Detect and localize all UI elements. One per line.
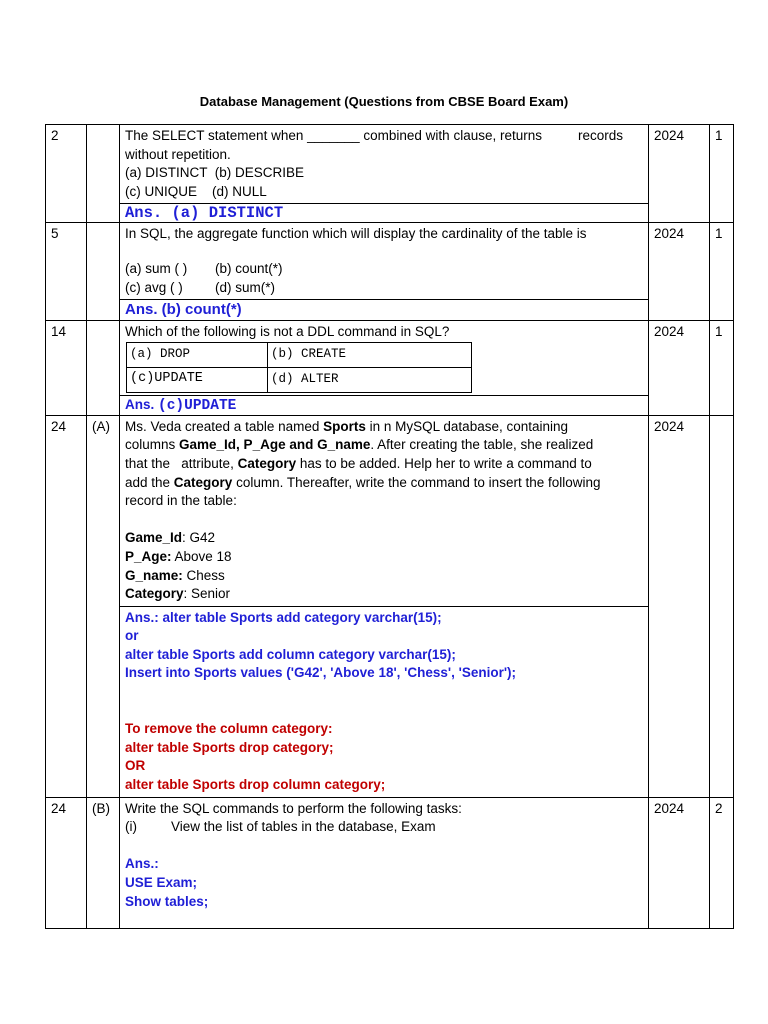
question-line: The SELECT statement when _______ combined with clause, returns <box>125 128 542 143</box>
question-line: record in the table: <box>125 493 237 509</box>
marks-cell: 2 <box>710 797 734 928</box>
record-field: Category: Senior <box>125 586 231 602</box>
answer-line: Ans.: <box>125 856 159 872</box>
question-text <box>120 321 649 396</box>
question-number: 2 <box>46 125 87 223</box>
answer-block <box>120 606 649 797</box>
year-cell: 2024 <box>649 415 710 797</box>
question-line: Write the SQL commands to perform the following tasks: <box>125 800 462 816</box>
question-subpart <box>87 223 120 321</box>
record-field: G_name: Chess <box>125 567 225 583</box>
marks-cell: 1 <box>710 125 734 223</box>
question-subpart: (B) <box>87 797 120 928</box>
item-text: View the list of tables in the database, Exam <box>171 819 436 835</box>
table-row <box>46 395 734 415</box>
question-text <box>120 125 649 204</box>
question-number: 24 <box>46 415 87 797</box>
record-field: Game_Id: G42 <box>125 530 216 546</box>
record-field: P_Age: Above 18 <box>125 548 232 564</box>
question-line: Which of the following is not a DDL command in SQL? <box>125 324 450 340</box>
table-row <box>46 606 734 797</box>
question-subpart <box>87 125 120 223</box>
table-row <box>46 797 734 928</box>
answer-line: Insert into Sports values ('G42', 'Above 18', 'Chess', 'Senior'); <box>125 665 517 681</box>
answer-line: OR <box>125 758 146 774</box>
answer-line: alter table Sports drop column category; <box>125 777 386 793</box>
question-line-end: records <box>577 128 623 143</box>
option-c: (c)UPDATE <box>127 367 268 392</box>
answer-line: alter table Sports drop category; <box>125 739 334 755</box>
answer-prefix: Ans. <box>125 396 155 412</box>
option-c: (c) avg ( ) <box>125 279 183 295</box>
option-b: (b) count(*) <box>215 260 283 276</box>
blank-line: ________ <box>125 243 186 256</box>
option-a: (a) sum ( ) <box>125 260 188 276</box>
table-row <box>46 321 734 396</box>
option-line: (c) UNIQUE (d) NULL <box>125 183 267 199</box>
question-number: 24 <box>46 797 87 928</box>
item-number: (i) <box>125 819 137 835</box>
table-row <box>46 415 734 606</box>
marks-cell: 1 <box>710 223 734 321</box>
answer-line: To remove the column category: <box>125 721 333 737</box>
options-table <box>126 342 472 393</box>
answer-text: Ans. (b) count(*) <box>125 301 242 319</box>
question-text: Ms. Veda created a table named Sports in n MySQL database, containing columns Game_Id, P_Age and G_name. After creating the table, she realized that the attribute, Category has to be added. Help her to write a command to add the Category column. Thereafter, write the command to insert the following record in the table: Game_Id: G42 P_Age: Above 18 G_name: Chess Category: Senior <box>120 415 649 606</box>
question-text <box>120 797 649 928</box>
answer-line: or <box>125 628 139 644</box>
question-subpart <box>87 321 120 416</box>
marks-cell <box>710 415 734 797</box>
answer-text: Ans. (a) DISTINCT <box>125 204 284 223</box>
marks-cell: 1 <box>710 321 734 416</box>
table-row <box>46 125 734 204</box>
answer-value: (c)UPDATE <box>158 397 237 414</box>
question-line: without repetition. <box>125 146 231 162</box>
option-a: (a) DROP <box>127 342 268 367</box>
year-cell: 2024 <box>649 125 710 223</box>
question-subpart: (A) <box>87 415 120 797</box>
questions-table <box>45 124 734 929</box>
answer-line: USE Exam; <box>125 875 198 890</box>
option-d: (d) sum(*) <box>215 279 275 295</box>
answer-line: alter table Sports add column category varchar(15); <box>125 646 456 662</box>
question-text <box>120 223 649 300</box>
answer-line: Ans.: alter table Sports add category varchar(15); <box>125 609 442 625</box>
answer-line: Show tables; <box>125 893 209 909</box>
option-line: (a) DISTINCT (b) DESCRIBE <box>125 165 305 181</box>
table-row <box>46 223 734 300</box>
table-row <box>46 204 734 223</box>
question-line: In SQL, the aggregate function which will display the cardinality of the table is <box>125 226 587 242</box>
question-number: 5 <box>46 223 87 321</box>
year-cell: 2024 <box>649 321 710 416</box>
year-cell: 2024 <box>649 223 710 321</box>
table-row <box>46 300 734 321</box>
year-cell: 2024 <box>649 797 710 928</box>
page-title: Database Management (Questions from CBSE Board Exam) <box>199 94 569 109</box>
option-d: (d) ALTER <box>268 367 472 392</box>
question-number: 14 <box>46 321 87 416</box>
option-b: (b) CREATE <box>268 342 472 367</box>
